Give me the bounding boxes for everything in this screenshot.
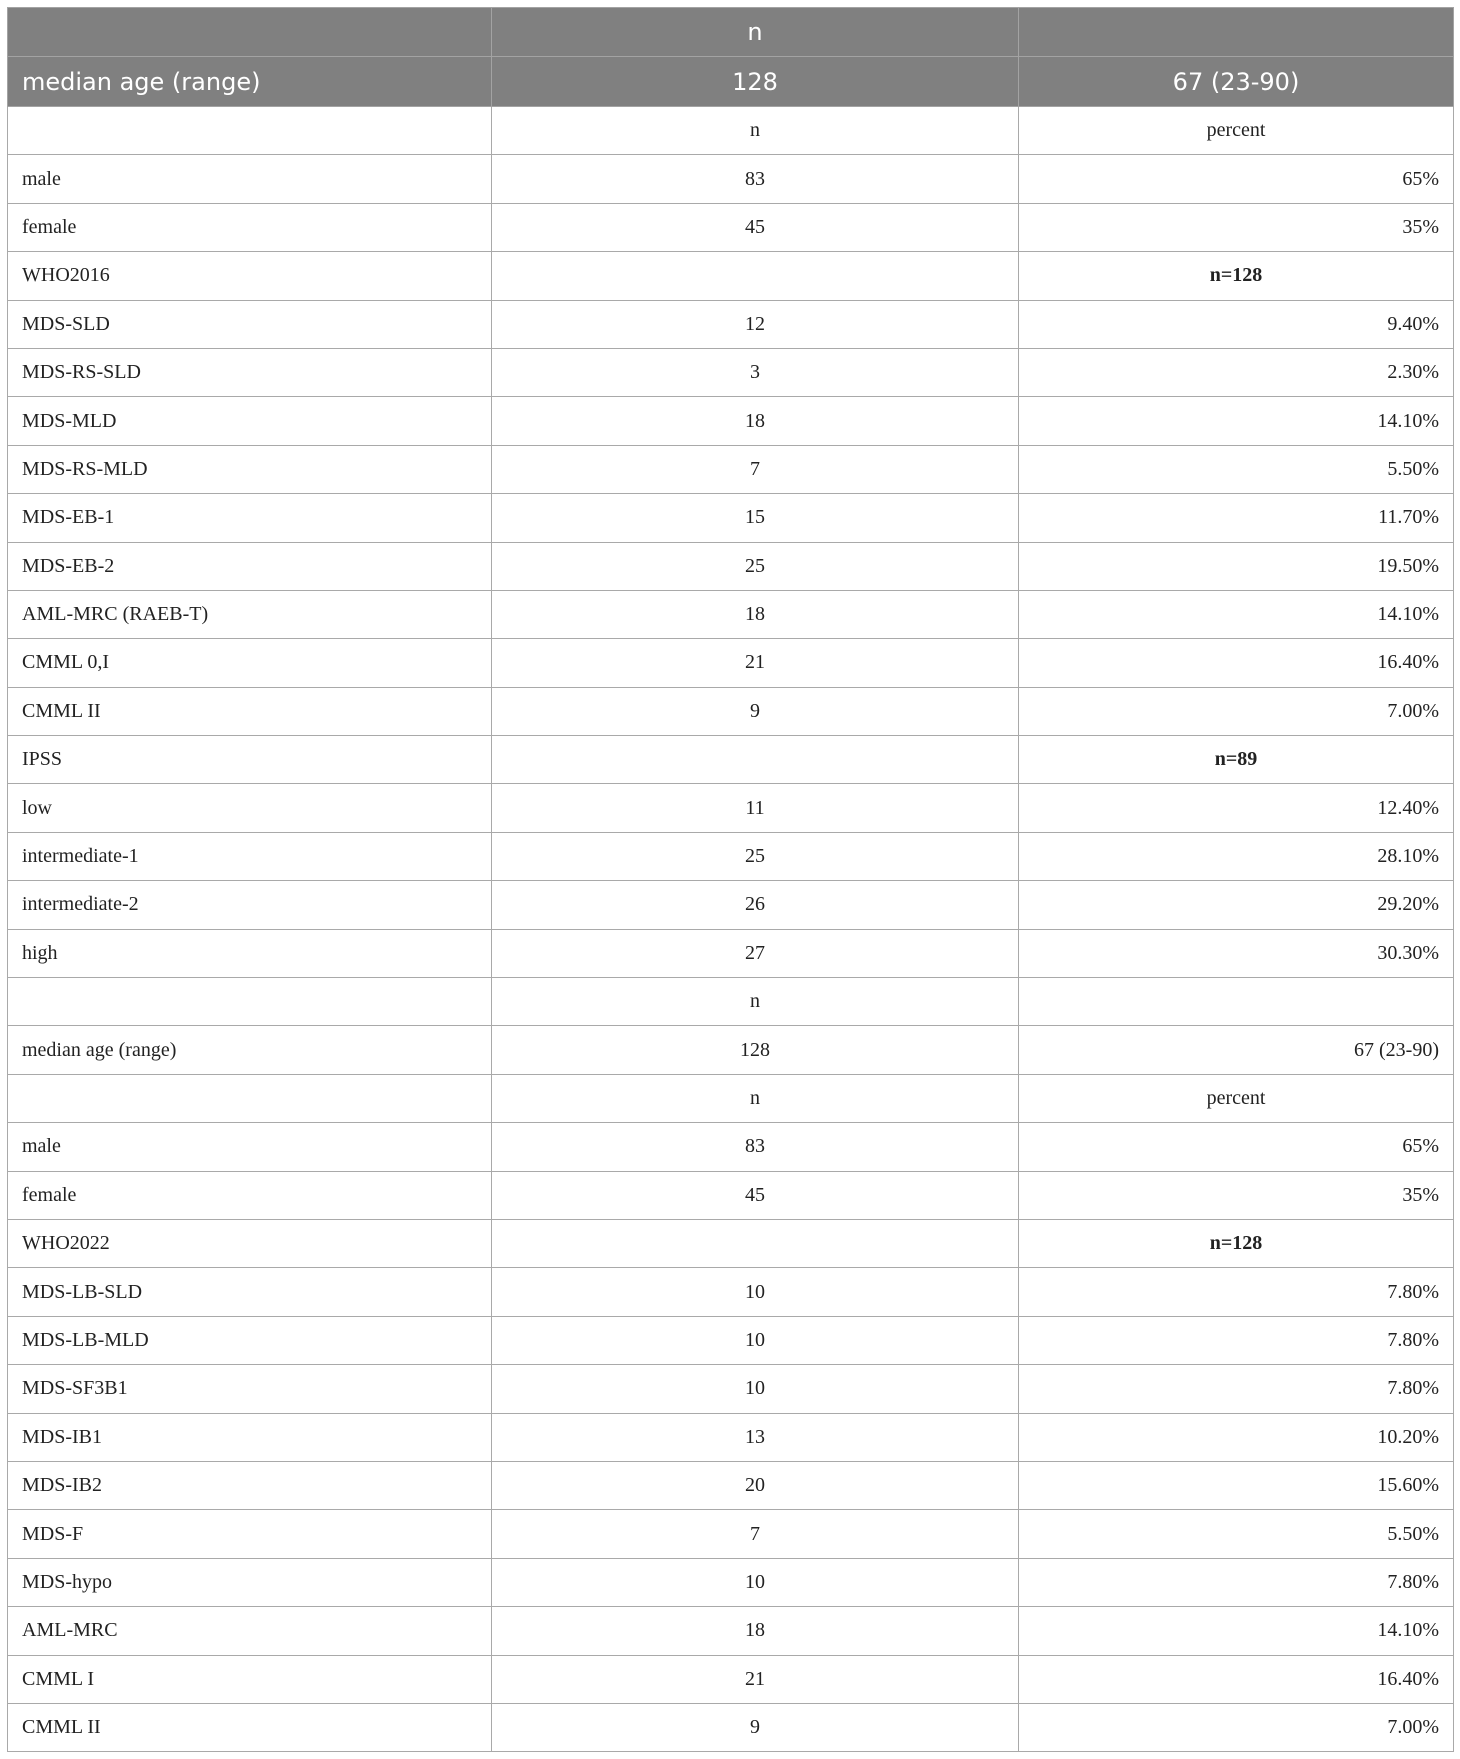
row-n: 9	[492, 687, 1019, 735]
header-row-2	[8, 57, 1454, 107]
row-n: 83	[492, 1123, 1019, 1171]
row-n: 25	[492, 542, 1019, 590]
header-row-1-value	[1019, 8, 1454, 57]
table-row	[8, 300, 1454, 348]
row-n: 15	[492, 494, 1019, 542]
row-label	[8, 1074, 492, 1122]
row-label: WHO2022	[8, 1219, 492, 1267]
row-label: CMML I	[8, 1655, 492, 1703]
row-n: 45	[492, 1171, 1019, 1219]
row-n: 18	[492, 397, 1019, 445]
table-row	[8, 639, 1454, 687]
table-row	[8, 1171, 1454, 1219]
row-n: 21	[492, 639, 1019, 687]
table-body	[8, 107, 1454, 1752]
row-percent: 7.00%	[1019, 1703, 1454, 1751]
row-n: 9	[492, 1703, 1019, 1751]
row-label: low	[8, 784, 492, 832]
row-percent: 12.40%	[1019, 784, 1454, 832]
row-n	[492, 1219, 1019, 1267]
row-label: female	[8, 203, 492, 251]
row-label	[8, 978, 492, 1026]
row-n: 10	[492, 1365, 1019, 1413]
table-row	[8, 1074, 1454, 1122]
header-row-2-label: median age (range)	[8, 57, 492, 107]
row-n	[492, 736, 1019, 784]
row-percent: 7.00%	[1019, 687, 1454, 735]
header-row-1	[8, 8, 1454, 57]
table-row	[8, 978, 1454, 1026]
table-row	[8, 687, 1454, 735]
row-percent: 15.60%	[1019, 1461, 1454, 1509]
row-percent: 35%	[1019, 203, 1454, 251]
table-row	[8, 881, 1454, 929]
table-row	[8, 590, 1454, 638]
table-row	[8, 1316, 1454, 1364]
table-row	[8, 1365, 1454, 1413]
table-row	[8, 155, 1454, 203]
row-label: high	[8, 929, 492, 977]
row-label: CMML 0,I	[8, 639, 492, 687]
row-percent: 19.50%	[1019, 542, 1454, 590]
table-row	[8, 784, 1454, 832]
row-percent: 14.10%	[1019, 1607, 1454, 1655]
table-row	[8, 542, 1454, 590]
row-percent: 14.10%	[1019, 590, 1454, 638]
row-n: 3	[492, 348, 1019, 396]
row-label: MDS-F	[8, 1510, 492, 1558]
row-n: n	[492, 1074, 1019, 1122]
row-label: median age (range)	[8, 1026, 492, 1074]
row-label: CMML II	[8, 687, 492, 735]
row-n: 27	[492, 929, 1019, 977]
row-percent: n=89	[1019, 736, 1454, 784]
row-n: 128	[492, 1026, 1019, 1074]
row-percent: 5.50%	[1019, 445, 1454, 493]
row-label: MDS-LB-MLD	[8, 1316, 492, 1364]
row-percent: 5.50%	[1019, 1510, 1454, 1558]
row-percent: 65%	[1019, 155, 1454, 203]
table-row	[8, 1413, 1454, 1461]
row-n: 18	[492, 1607, 1019, 1655]
row-n	[492, 252, 1019, 300]
row-n: 10	[492, 1316, 1019, 1364]
row-label: MDS-hypo	[8, 1558, 492, 1606]
table-row	[8, 736, 1454, 784]
row-percent: 30.30%	[1019, 929, 1454, 977]
row-percent: n=128	[1019, 1219, 1454, 1267]
table-row	[8, 252, 1454, 300]
row-n: n	[492, 978, 1019, 1026]
table-row	[8, 832, 1454, 880]
table-row	[8, 1510, 1454, 1558]
row-label: MDS-IB2	[8, 1461, 492, 1509]
row-label: WHO2016	[8, 252, 492, 300]
table-row	[8, 203, 1454, 251]
row-percent: 2.30%	[1019, 348, 1454, 396]
row-label: MDS-RS-MLD	[8, 445, 492, 493]
row-percent: percent	[1019, 1074, 1454, 1122]
row-n: 10	[492, 1268, 1019, 1316]
row-percent: 10.20%	[1019, 1413, 1454, 1461]
row-percent: 7.80%	[1019, 1268, 1454, 1316]
row-percent: 67 (23-90)	[1019, 1026, 1454, 1074]
row-label: intermediate-1	[8, 832, 492, 880]
row-percent: 28.10%	[1019, 832, 1454, 880]
row-n: 83	[492, 155, 1019, 203]
row-n: 20	[492, 1461, 1019, 1509]
row-label: AML-MRC	[8, 1607, 492, 1655]
row-n: 10	[492, 1558, 1019, 1606]
row-percent: 14.10%	[1019, 397, 1454, 445]
header-row-1-label	[8, 8, 492, 57]
row-label: AML-MRC (RAEB-T)	[8, 590, 492, 638]
row-n: 25	[492, 832, 1019, 880]
row-label: MDS-LB-SLD	[8, 1268, 492, 1316]
row-n: 18	[492, 590, 1019, 638]
row-percent: 16.40%	[1019, 1655, 1454, 1703]
table-row	[8, 1219, 1454, 1267]
header-row-1-n: n	[492, 8, 1019, 57]
row-percent: 7.80%	[1019, 1558, 1454, 1606]
row-percent: 7.80%	[1019, 1365, 1454, 1413]
table-row	[8, 1123, 1454, 1171]
row-percent: 35%	[1019, 1171, 1454, 1219]
row-label: MDS-RS-SLD	[8, 348, 492, 396]
row-percent: n=128	[1019, 252, 1454, 300]
row-n: 12	[492, 300, 1019, 348]
table-row	[8, 107, 1454, 155]
row-n: 13	[492, 1413, 1019, 1461]
row-label: IPSS	[8, 736, 492, 784]
row-label: male	[8, 155, 492, 203]
row-label: MDS-IB1	[8, 1413, 492, 1461]
row-label: CMML II	[8, 1703, 492, 1751]
row-n: 7	[492, 445, 1019, 493]
row-n: 21	[492, 1655, 1019, 1703]
table-row	[8, 1268, 1454, 1316]
table-row	[8, 1558, 1454, 1606]
row-label: intermediate-2	[8, 881, 492, 929]
table-row	[8, 1703, 1454, 1751]
table-row	[8, 1607, 1454, 1655]
table-row	[8, 348, 1454, 396]
table-row	[8, 1026, 1454, 1074]
row-percent: 16.40%	[1019, 639, 1454, 687]
row-percent: 29.20%	[1019, 881, 1454, 929]
row-n: 11	[492, 784, 1019, 832]
row-n: 26	[492, 881, 1019, 929]
row-percent: percent	[1019, 107, 1454, 155]
row-percent: 11.70%	[1019, 494, 1454, 542]
row-percent: 7.80%	[1019, 1316, 1454, 1364]
row-label: MDS-MLD	[8, 397, 492, 445]
row-label: MDS-EB-1	[8, 494, 492, 542]
data-table	[7, 7, 1454, 1752]
header-row-2-n: 128	[492, 57, 1019, 107]
table-header	[8, 8, 1454, 107]
table-row	[8, 929, 1454, 977]
row-n: 7	[492, 1510, 1019, 1558]
row-label: male	[8, 1123, 492, 1171]
table-row	[8, 1461, 1454, 1509]
row-label: MDS-SLD	[8, 300, 492, 348]
row-percent: 65%	[1019, 1123, 1454, 1171]
row-n: n	[492, 107, 1019, 155]
row-label: MDS-SF3B1	[8, 1365, 492, 1413]
table-row	[8, 494, 1454, 542]
table-row	[8, 445, 1454, 493]
table-row	[8, 397, 1454, 445]
row-percent	[1019, 978, 1454, 1026]
row-n: 45	[492, 203, 1019, 251]
header-row-2-value: 67 (23-90)	[1019, 57, 1454, 107]
row-label	[8, 107, 492, 155]
row-percent: 9.40%	[1019, 300, 1454, 348]
row-label: MDS-EB-2	[8, 542, 492, 590]
row-label: female	[8, 1171, 492, 1219]
table-row	[8, 1655, 1454, 1703]
